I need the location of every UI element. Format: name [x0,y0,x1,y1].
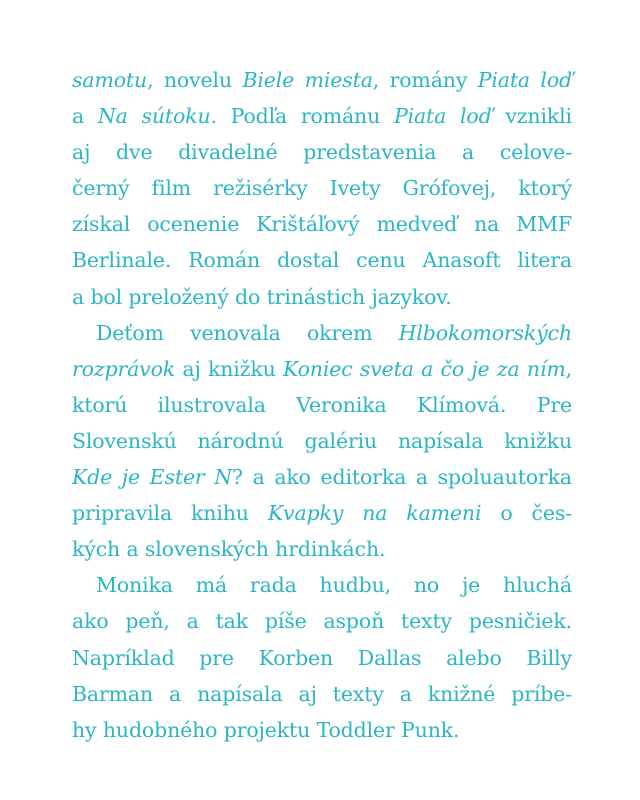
text-run: Berlinale. Román dostal cenu Anasoft litera [72,248,572,273]
paragraph-start-line [72,567,572,603]
text-run: černý film režisérky Ivety Grófovej, ktorý [72,176,572,201]
text-line [72,423,572,459]
text-run: , [565,356,572,381]
text-run: Deťom venovala okrem [96,320,399,345]
text-run: Napríklad pre Korben Dallas alebo Billy [72,645,572,670]
text-line [72,206,572,242]
text-run: aj dve divadelné predstavenia a celove- [72,140,572,165]
text-line [72,640,572,676]
text-run: pripravila knihu [72,501,268,526]
italic-title-text: Piata loď [393,104,492,129]
text-run: Monika má rada hudbu, no je hluchá [96,573,572,598]
text-line [72,351,572,387]
text-run: ? a ako editorka a spoluautorka [232,465,572,490]
text-run: , novelu [147,68,243,92]
text-line [72,279,572,315]
text-run: ktorú ilustrovala Veronika Klímová. Pre [72,392,572,417]
text-line [72,531,572,567]
italic-title-text: Koniec sveta a čo je za ním [283,356,566,381]
italic-title-text: Na sútoku [97,104,211,129]
body-text [72,62,572,748]
text-run: ako peň, a tak píše aspoň texty pesničiek. [72,609,572,634]
text-run: hy hudobného projektu Toddler Punk. [72,717,460,742]
text-line [72,495,572,531]
text-run: aj knižku [175,356,283,381]
text-run: Barman a napísala aj texty a knižné príbe- [72,681,572,706]
text-line [72,459,572,495]
text-line [72,62,572,98]
text-line [72,676,572,712]
text-run: vznikli [491,104,572,129]
text-line [72,134,572,170]
text-run: Slovenskú národnú galériu napísala knižku [72,428,572,453]
text-run: . Podľa románu [210,104,394,129]
text-line [72,603,572,639]
text-line [72,170,572,206]
italic-title-text: rozprávok [72,356,176,381]
text-line [72,242,572,278]
text-run: kých a slovenských hrdinkách. [72,537,386,562]
text-run: , romány [372,68,478,92]
text-run: o čes- [481,501,573,526]
italic-title-text: Kvapky na kameni [267,501,482,526]
text-line [72,98,572,134]
text-line [72,387,572,423]
text-run: a bol preložený do trinástich jazykov. [72,284,452,309]
text-run: a [72,104,98,129]
paragraph-start-line [72,315,572,351]
italic-title-text: samotu [72,68,148,92]
italic-title-text: Biele miesta [242,68,373,92]
italic-title-text: Hlbokomorských [398,320,572,345]
italic-title-text: Piata loď [477,68,572,92]
text-line [72,712,572,748]
text-run: získal ocenenie Krištáľový medveď na MMF [72,212,572,237]
italic-title-text: Kde je Ester N [72,465,233,490]
